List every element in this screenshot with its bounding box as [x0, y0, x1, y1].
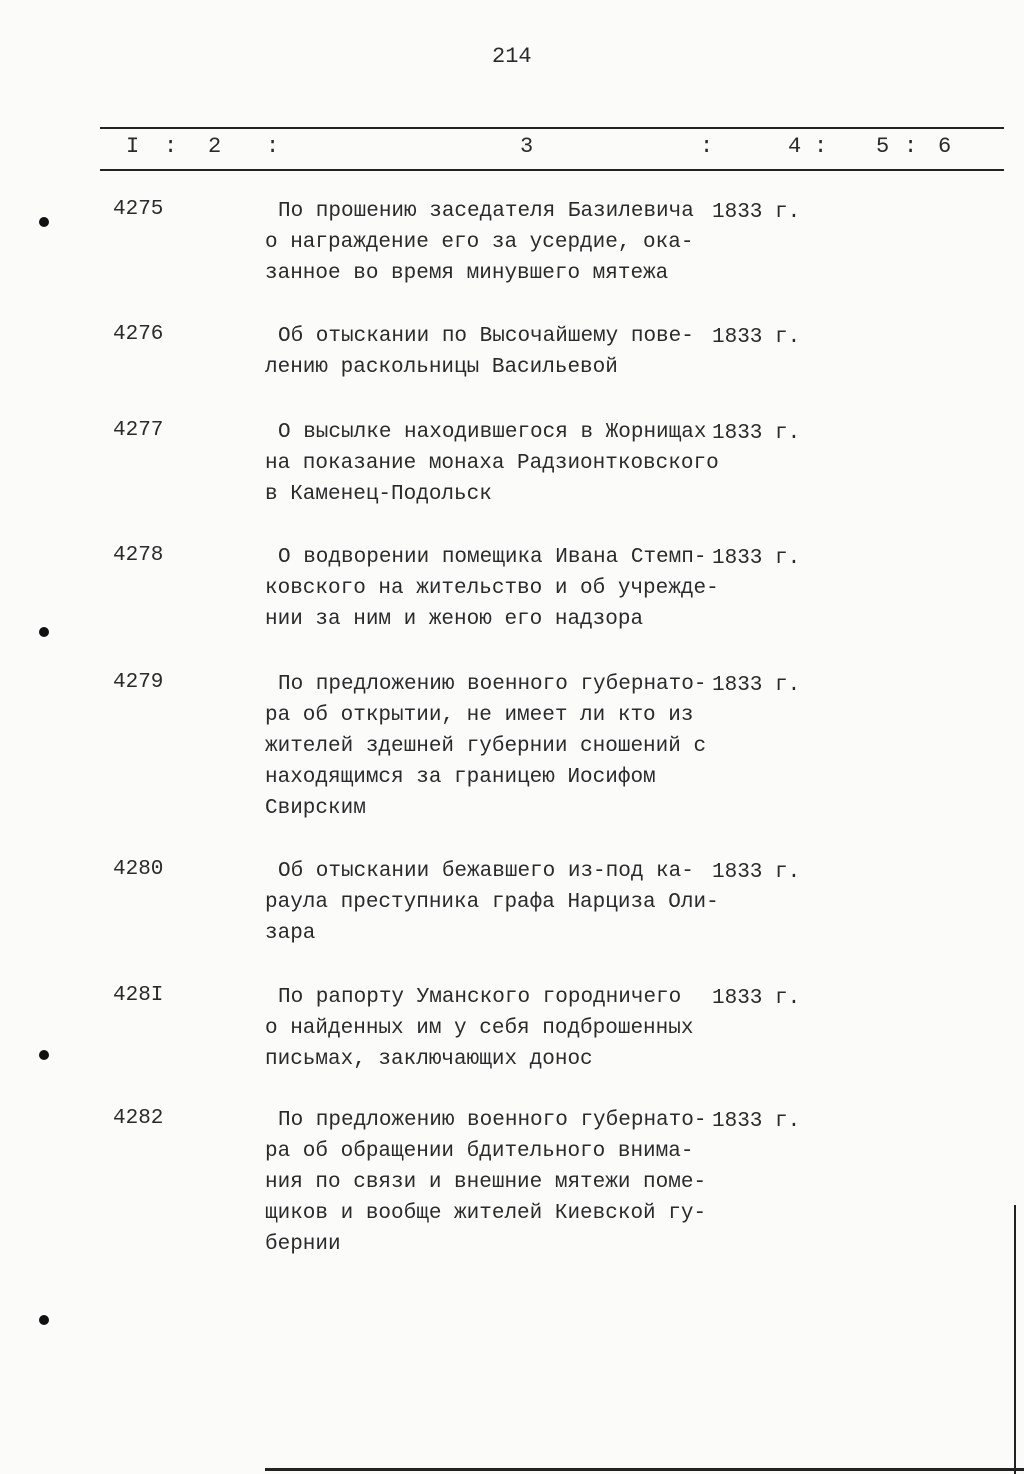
entry-title-line: в Каменец-Подольск: [265, 483, 492, 506]
entry-title-line: ковского на жительство и об учрежде-: [265, 577, 719, 600]
entry-title-line: О водворении помещика Ивана Стемп-: [278, 546, 707, 569]
entry-title-line: По рапорту Уманского городничего: [278, 986, 682, 1009]
punch-hole: [39, 1050, 49, 1060]
entry-title-line: По предложению военного губернато-: [278, 673, 707, 696]
entry-number: 428I: [113, 984, 164, 1007]
entry-title-line: О высылке находившегося в Жорнищах: [278, 421, 707, 444]
entry-title-line: По предложению военного губернато-: [278, 1109, 707, 1132]
page-number: 214: [492, 44, 532, 69]
entry-title-line: Об отыскании по Высочайшему пове-: [278, 325, 694, 348]
entry-number: 4278: [113, 544, 164, 567]
entry-number: 4279: [113, 671, 164, 694]
entry-year: 1833 г.: [712, 201, 801, 224]
header-bottom-rule: [100, 169, 1004, 171]
col-2: 2: [208, 134, 222, 159]
punch-hole: [39, 217, 49, 227]
punch-hole: [39, 627, 49, 637]
entry-number: 4280: [113, 858, 164, 881]
entry-title-line: о награждение его за усердие, ока-: [265, 231, 694, 254]
entry-title-line: занное во время минувшего мятежа: [265, 262, 669, 285]
entry-title-line: раула преступника графа Нарциза Оли-: [265, 891, 719, 914]
entry-title-line: Об отыскании бежавшего из-под ка-: [278, 860, 694, 883]
entry-title-line: жителей здешней губернии сношений с: [265, 735, 707, 758]
entry-title-line: ра об обращении бдительного внима-: [265, 1140, 694, 1163]
col-sep: :: [266, 134, 280, 159]
entry-title-line: щиков и вообще жителей Киевской гу-: [265, 1202, 707, 1225]
col-sep: :: [814, 134, 828, 159]
header-top-rule: [100, 127, 1004, 129]
entry-year: 1833 г.: [712, 547, 801, 570]
col-3: 3: [520, 134, 534, 159]
entry-title-line: По прошению заседателя Базилевича: [278, 200, 694, 223]
entry-title-line: зара: [265, 922, 316, 945]
entry-title-line: ния по связи и внешние мятежи поме-: [265, 1171, 707, 1194]
entry-year: 1833 г.: [712, 1110, 801, 1133]
col-6: 6: [938, 134, 952, 159]
entry-year: 1833 г.: [712, 987, 801, 1010]
entry-year: 1833 г.: [712, 326, 801, 349]
entry-year: 1833 г.: [712, 861, 801, 884]
col-4: 4: [788, 134, 802, 159]
col-sep: :: [164, 134, 178, 159]
entry-year: 1833 г.: [712, 674, 801, 697]
right-edge-line: [1014, 1205, 1016, 1474]
entry-number: 4277: [113, 419, 164, 442]
col-5: 5: [876, 134, 890, 159]
entry-title-line: бернии: [265, 1233, 341, 1256]
punch-hole: [39, 1315, 49, 1325]
entry-title-line: на показание монаха Радзионтковского: [265, 452, 719, 475]
entry-number: 4276: [113, 323, 164, 346]
col-1: I: [126, 134, 140, 159]
entry-title-line: нии за ним и женою его надзора: [265, 608, 644, 631]
bottom-rule: [265, 1468, 1024, 1471]
entry-title-line: письмах, заключающих донос: [265, 1048, 593, 1071]
entry-number: 4275: [113, 198, 164, 221]
entry-number: 4282: [113, 1107, 164, 1130]
entry-year: 1833 г.: [712, 422, 801, 445]
col-sep: :: [700, 134, 714, 159]
col-sep: :: [904, 134, 918, 159]
entry-title-line: ра об открытии, не имеет ли кто из: [265, 704, 694, 727]
entry-title-line: о найденных им у себя подброшенных: [265, 1017, 694, 1040]
entry-title-line: лению раскольницы Васильевой: [265, 356, 618, 379]
entry-title-line: Свирским: [265, 797, 366, 820]
entry-title-line: находящимся за границею Иосифом: [265, 766, 656, 789]
